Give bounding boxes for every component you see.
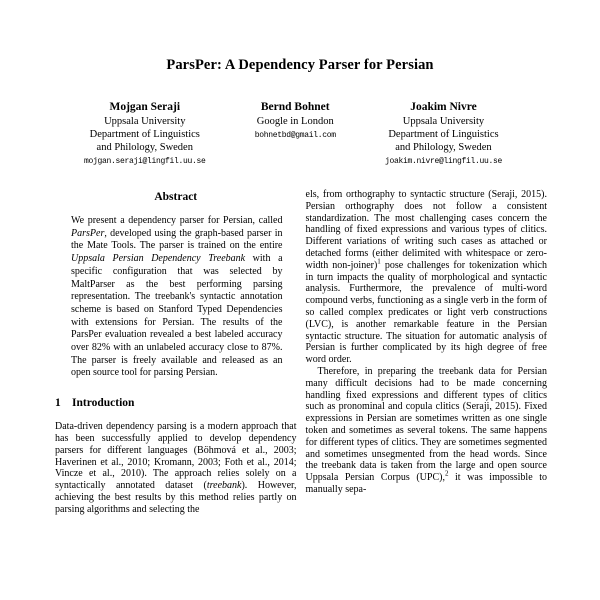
intro-run: Data-driven dependency parsing is a modern approach that has been successfully applied to develop dependency parsers for different languages (Böhmová et al., 2003; Haverinen et al., 2010; Kromann, 2003; Foth et al., 2014; Vincze et al., 2010). The approach relies solely on a syntactically annotated dataset (: [55, 421, 297, 492]
author-block-1: [84, 100, 206, 168]
right-paragraph-1: [306, 189, 548, 366]
two-column-body: [0, 168, 600, 516]
abstract-heading: Abstract: [154, 191, 198, 203]
author-block-row: [0, 74, 600, 168]
author-name: Joakim Nivre: [410, 101, 477, 113]
author-affiliation-line: Uppsala University: [104, 116, 186, 127]
author-affiliation-line: and Philology, Sweden: [96, 142, 193, 153]
body-run: els, from orthography to syntactic structure (Seraji, 2015). Persian orthography does not follow a consistent standardization. The most challenging cases concern the handling of fixed expressions and various types of clitics. Different variations of writing such cases as attached or detached forms (either delimited with whitespace or zero-width non-joiner): [305, 189, 547, 271]
right-column: [306, 189, 548, 516]
right-paragraph-2: [306, 366, 548, 496]
section-title: Introduction: [72, 397, 135, 410]
abstract-paragraph: [71, 215, 283, 380]
body-run: pose challenges for tokenization which in turn impacts the quality of morphological and syntactic analysis. Furthermore, the prevalence of multi-word compound verbs, functioning as a single verb in the form of so called complex predicates or light verb constructions (LVC), is another remarkable feature in the Persian syntactic structure. The situation for automatic analysis of Persian is further complicated by its high degree of free word order.: [305, 259, 547, 366]
section-heading-introduction: [55, 397, 297, 409]
author-affiliation-line: and Philology, Sweden: [395, 142, 492, 153]
author-name: Mojgan Seraji: [109, 101, 181, 113]
body-run: it was impossible to manually sepa-: [305, 472, 547, 495]
abstract-run: with a specific configuration that was selected by MaltParser as the best performing parsing representation. The treebank's syntactic annotation scheme is based on Stanford Typed Dependencies with extensions for Persian. The results of the ParsPer evaluation revealed a best labeled accuracy over 82% with an unlabeled accuracy close to 87%. The parser is freely available and released as an open source tool for parsing Persian.: [71, 253, 283, 379]
intro-run-italic: treebank: [206, 480, 242, 492]
intro-paragraph: [55, 421, 297, 515]
intro-run: ). However, achieving the best results by this method relies partly on parsing algorithms and selecting the: [55, 480, 297, 515]
abstract-run: We present a dependency parser for Persian, called: [71, 215, 283, 226]
author-block-2: [255, 100, 336, 142]
section-number: 1: [55, 397, 61, 410]
author-email: bohnetbd@gmail.com: [254, 131, 336, 140]
author-block-3: [385, 100, 502, 168]
author-affiliation-line: Uppsala University: [402, 116, 485, 127]
author-name: Bernd Bohnet: [260, 101, 330, 113]
abstract-run: , developed using the graph-based parser in the Mate Tools. The parser is trained on the entire: [71, 227, 283, 252]
author-email: joakim.nivre@lingfil.uu.se: [384, 157, 502, 166]
author-affiliation-line: Department of Linguistics: [89, 129, 200, 140]
footnote-marker-1: 1: [377, 257, 381, 266]
abstract-run-italic: Uppsala Persian Dependency Treebank: [71, 253, 246, 265]
abstract-run-italic: ParsPer: [71, 227, 105, 239]
author-affiliation-line: Department of Linguistics: [388, 129, 499, 140]
left-column: [55, 189, 297, 516]
paper-title: ParsPer: A Dependency Parser for Persian: [166, 57, 434, 73]
footnote-marker-2: 2: [444, 469, 449, 478]
author-email: mojgan.seraji@lingfil.uu.se: [84, 157, 206, 166]
author-affiliation-line: Google in London: [256, 116, 334, 127]
body-run: Therefore, in preparing the treebank data for Persian many difficult decisions had to be made concerning handling fixed expressions and different types of clitics such as pronominal and copula clitics (Seraji, 2015). Fixed expressions in Persian are sometimes written as one single token and sometimes as several tokens. The same happens for different types of clitics. They are sometimes segmented and sometimes unsegmented from the head words. Since the treebank data is taken from the large and open source Uppsala Persian Corpus (UPC),: [305, 365, 547, 484]
